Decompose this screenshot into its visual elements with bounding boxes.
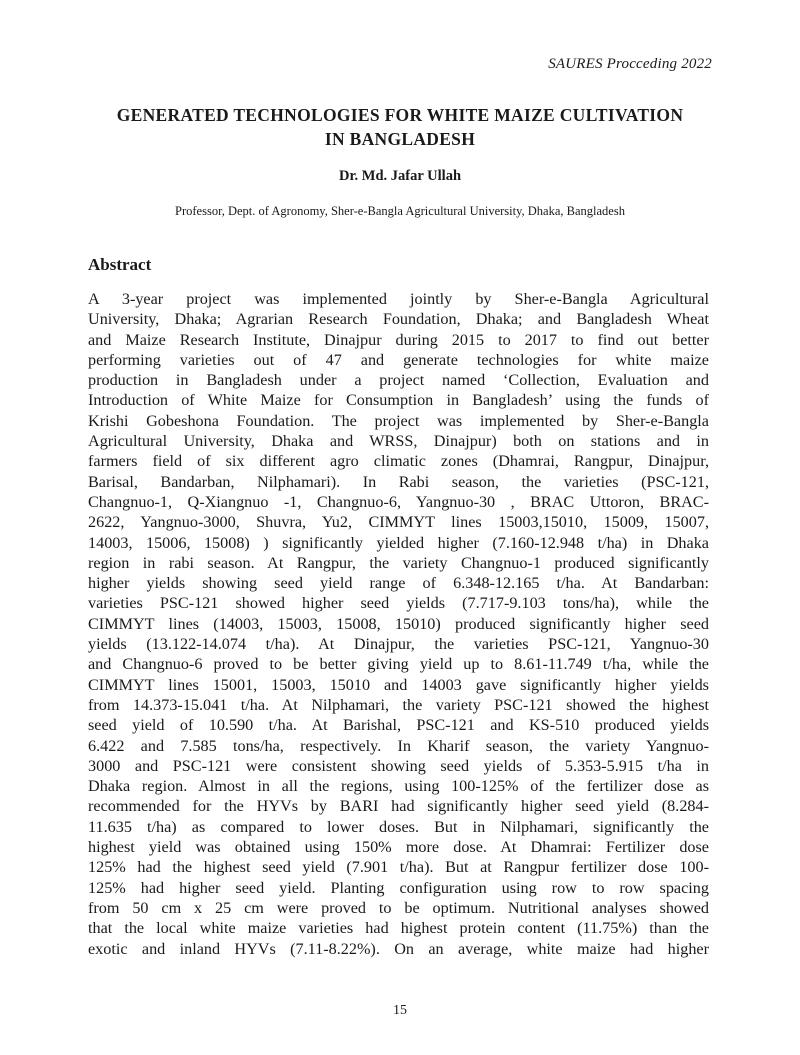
page-number: 15 <box>393 1003 407 1018</box>
abstract-line: recommended for the HYVs by BARI had significantly higher seed yield (8.284- <box>88 797 709 816</box>
abstract-line: seed yield of 10.590 t/ha. At Barishal, PSC-121 and KS-510 produced yields <box>88 716 709 735</box>
abstract-line: and Changnuo-6 proved to be better giving yield up to 8.61-11.749 t/ha, while the <box>88 655 709 674</box>
abstract-line: Agricultural University, Dhaka and WRSS, Dinajpur) both on stations and in <box>88 432 709 451</box>
abstract-line: Barisal, Bandarban, Nilphamari). In Rabi season, the varieties (PSC-121, <box>88 472 709 491</box>
abstract-line: CIMMYT lines 15001, 15003, 15010 and 14003 gave significantly higher yields <box>88 675 709 694</box>
title-line: GENERATED TECHNOLOGIES FOR WHITE MAIZE CULTIVATION <box>116 105 684 125</box>
abstract-line: production in Bangladesh under a project named ‘Collection, Evaluation and <box>88 371 709 390</box>
running-header: SAURES Procceding 2022 <box>548 56 712 72</box>
abstract-line: yields (13.122-14.074 t/ha). At Dinajpur, the varieties PSC-121, Yangnuo-30 <box>88 635 709 654</box>
abstract-line: 11.635 t/ha) as compared to lower doses. But in Nilphamari, significantly the <box>88 817 709 836</box>
abstract-line: 125% had higher seed yield. Planting configuration using row to row spacing <box>88 878 709 897</box>
abstract-line: farmers field of six different agro climatic zones (Dhamrai, Rangpur, Dinajpur, <box>88 452 709 471</box>
abstract-line: 125% had the highest seed yield (7.901 t/ha). But at Rangpur fertilizer dose 100- <box>88 858 709 877</box>
abstract-line: that the local white maize varieties had highest protein content (11.75%) than the <box>88 919 709 938</box>
abstract-line: and Maize Research Institute, Dinajpur during 2015 to 2017 to find out better <box>88 330 709 349</box>
abstract-line: higher yields showing seed yield range of 6.348-12.165 t/ha. At Bandarban: <box>88 574 709 593</box>
abstract-line: Krishi Gobeshona Foundation. The project was implemented by Sher-e-Bangla <box>88 411 709 430</box>
abstract-line: exotic and inland HYVs (7.11-8.22%). On an average, white maize had higher <box>88 939 709 958</box>
abstract-line: region in rabi season. At Rangpur, the variety Changnuo-1 produced significantly <box>88 553 709 572</box>
abstract-line: University, Dhaka; Agrarian Research Foundation, Dhaka; and Bangladesh Wheat <box>88 310 709 329</box>
abstract-line: Changnuo-1, Q-Xiangnuo -1, Changnuo-6, Yangnuo-30 , BRAC Uttoron, BRAC- <box>88 492 709 511</box>
abstract-line: 3000 and PSC-121 were consistent showing seed yields of 5.353-5.915 t/ha in <box>88 756 709 775</box>
title-line: IN BANGLADESH <box>324 129 476 149</box>
paper-title <box>80 103 720 151</box>
abstract-line: Dhaka region. Almost in all the regions, using 100-125% of the fertilizer dose as <box>88 777 709 796</box>
abstract-line: 14003, 15006, 15008) ) significantly yielded higher (7.160-12.948 t/ha) in Dhaka <box>88 533 709 552</box>
abstract-line: CIMMYT lines (14003, 15003, 15008, 15010) produced significantly higher seed <box>88 614 709 633</box>
abstract-line: performing varieties out of 47 and generate technologies for white maize <box>88 350 709 369</box>
abstract-line: from 50 cm x 25 cm were proved to be optimum. Nutritional analyses showed <box>88 898 709 917</box>
abstract-line: 2622, Yangnuo-3000, Shuvra, Yu2, CIMMYT lines 15003,15010, 15009, 15007, <box>88 513 709 532</box>
author-name: Dr. Md. Jafar Ullah <box>338 168 462 184</box>
abstract-line: from 14.373-15.041 t/ha. At Nilphamari, the variety PSC-121 showed the highest <box>88 695 709 714</box>
abstract-heading: Abstract <box>88 255 152 274</box>
abstract-line: Introduction of White Maize for Consumption in Bangladesh’ using the funds of <box>88 391 709 410</box>
abstract-line: A 3-year project was implemented jointly by Sher-e-Bangla Agricultural <box>88 290 709 308</box>
abstract-line: 6.422 and 7.585 tons/ha, respectively. In Kharif season, the variety Yangnuo- <box>88 736 709 755</box>
author-affiliation: Professor, Dept. of Agronomy, Sher-e-Bangla Agricultural University, Dhaka, Bangladesh <box>175 204 625 218</box>
abstract-line: varieties PSC-121 showed higher seed yields (7.717-9.103 tons/ha), while the <box>88 594 709 613</box>
abstract-line: highest yield was obtained using 150% more dose. At Dhamrai: Fertilizer dose <box>88 838 709 857</box>
abstract-body <box>88 289 709 959</box>
